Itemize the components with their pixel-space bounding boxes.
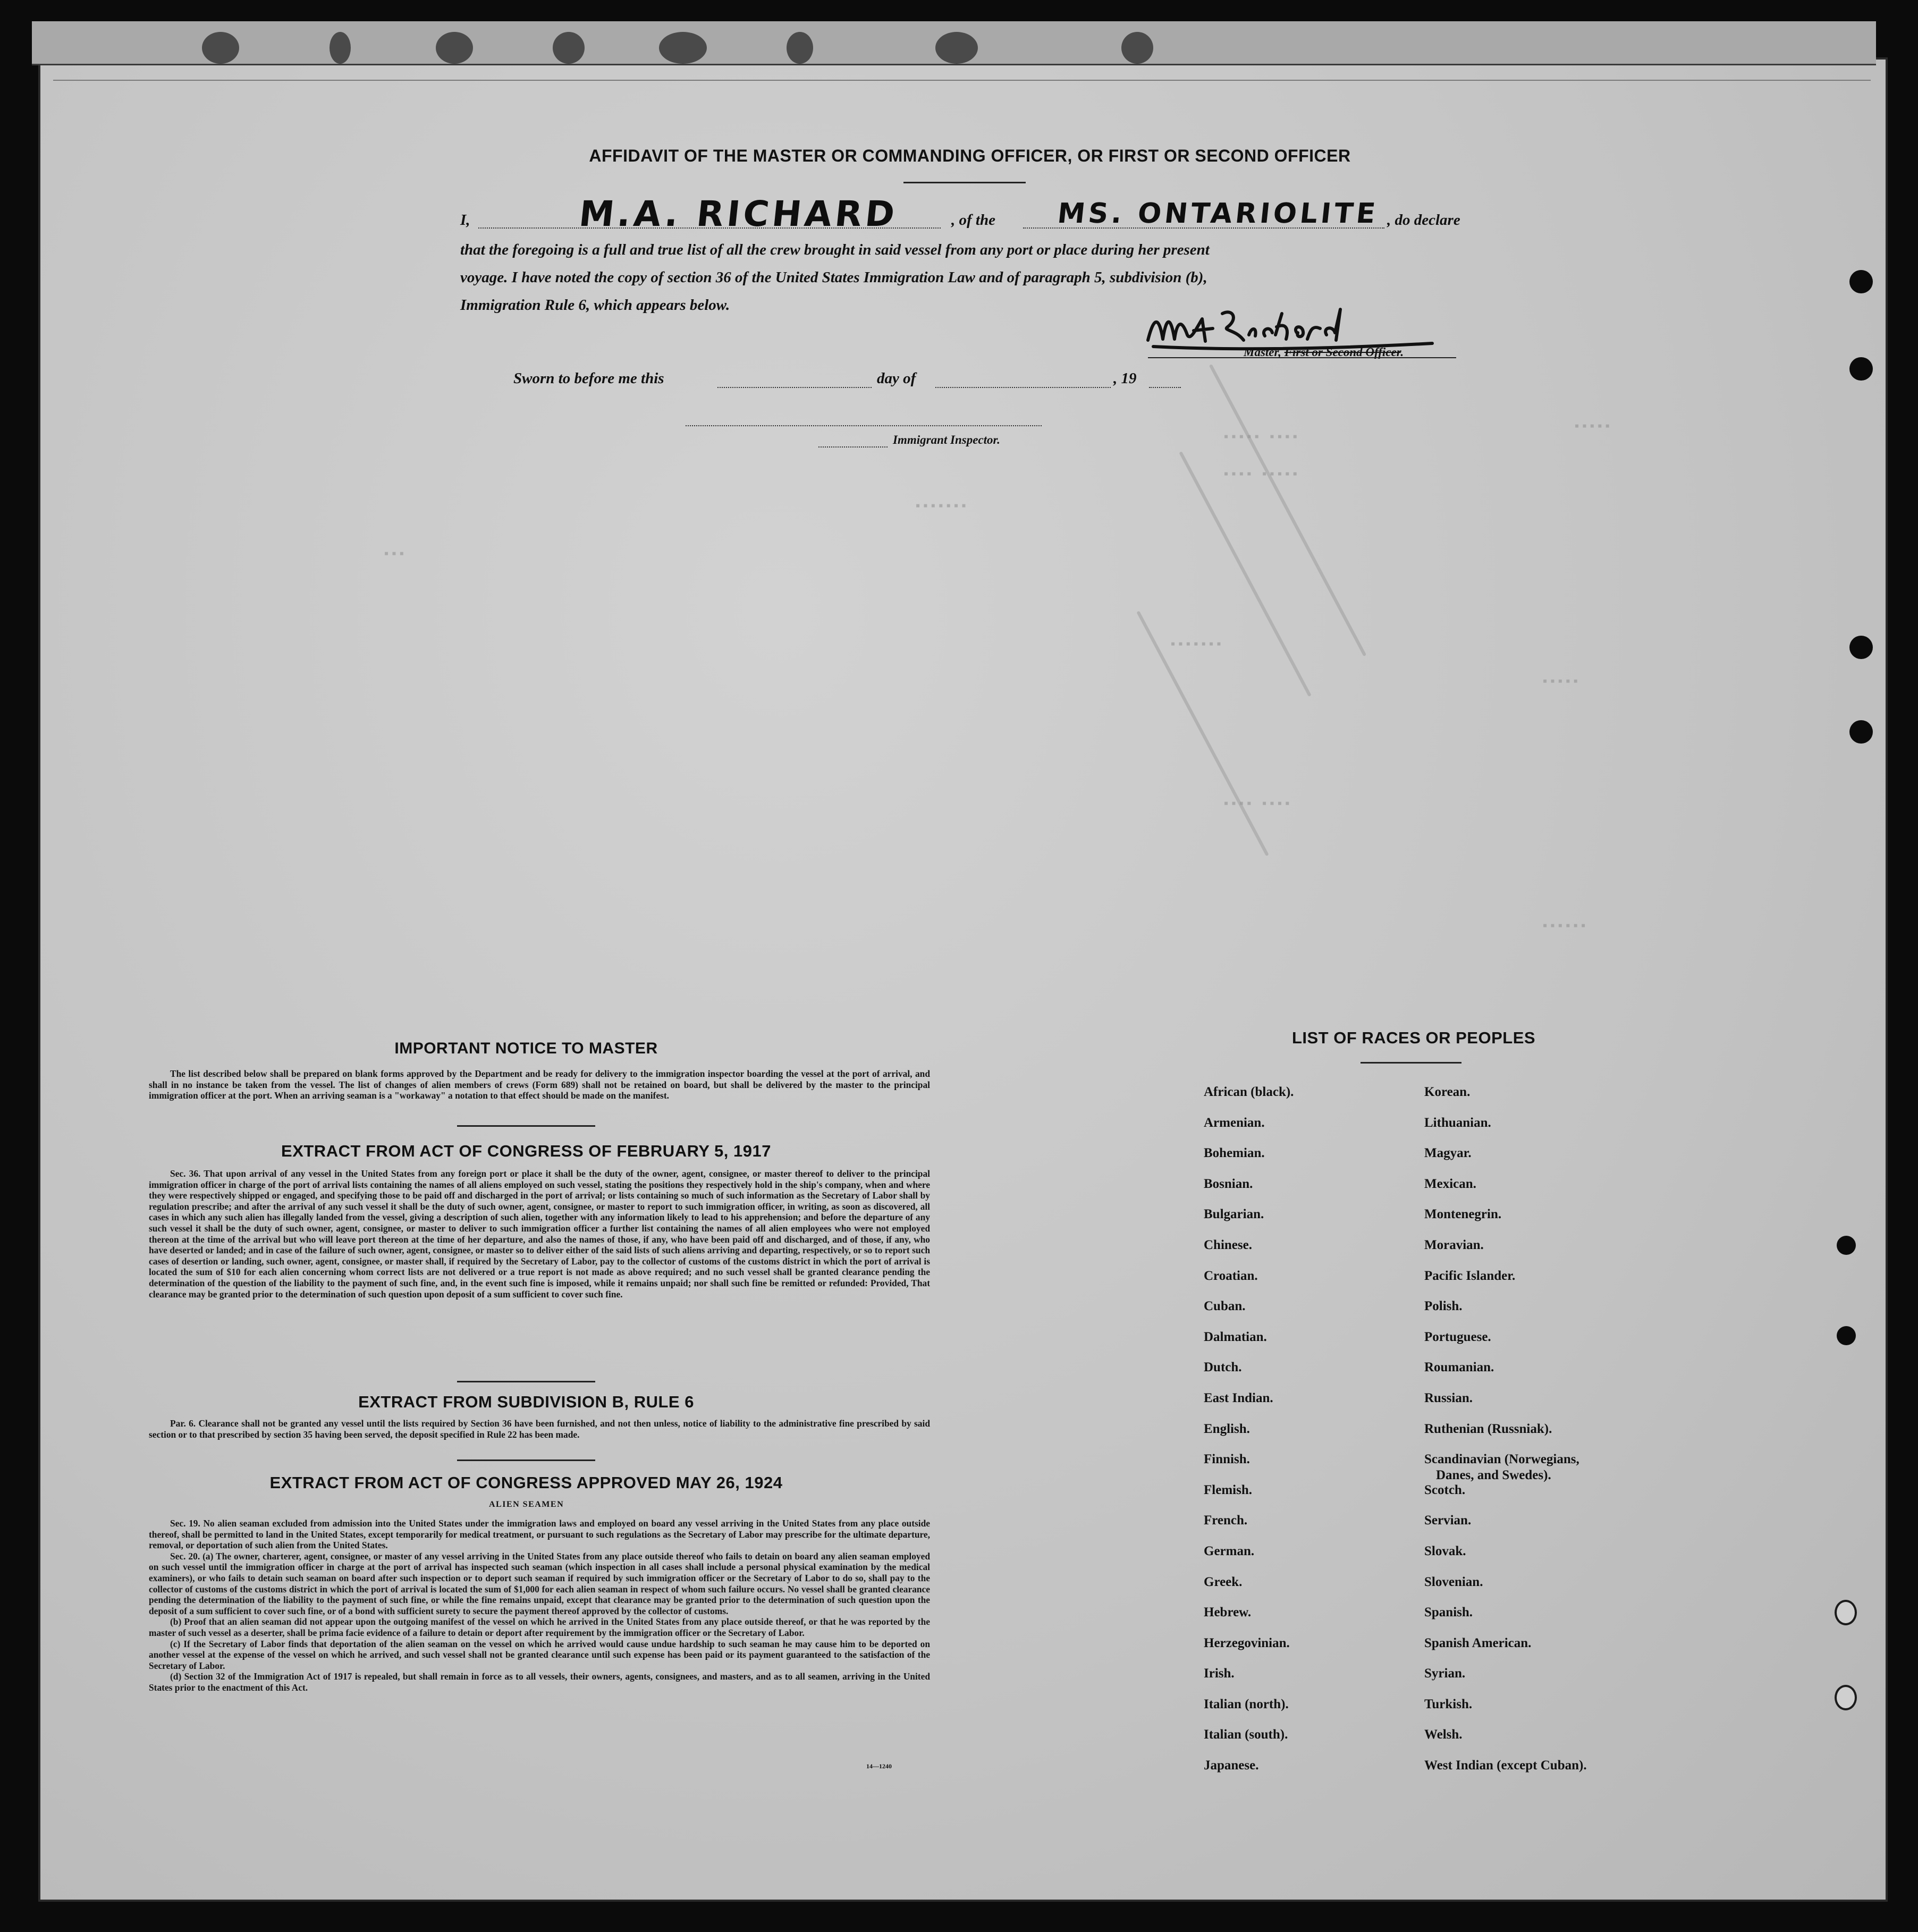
section-rule [457, 1459, 595, 1461]
race-item: Korean. [1424, 1085, 1471, 1099]
race-item: Pacific Islander. [1424, 1268, 1516, 1283]
punch-hole [1849, 636, 1873, 659]
race-item: French. [1204, 1513, 1248, 1528]
race-item: Slovenian. [1424, 1574, 1483, 1589]
sworn-day-line [717, 387, 872, 388]
affidavit-title: AFFIDAVIT OF THE MASTER OR COMMANDING OFFICER, OR FIRST OR SECOND OFFICER [589, 146, 1351, 165]
label-end: . [1400, 345, 1404, 359]
sec-20c-paragraph: (c) If the Secretary of Labor finds that deportation of the alien seaman on the vessel on which he arrived would cause undue hardship to such seaman he may cause him to be deported on another vessel at the expense of the vessel on which he arrived, and such vessel shall not be granted clearance until such expense has been paid or its payment guaranteed to the satisfaction of the Secretary of Labor. [149, 1638, 930, 1671]
race-item: Turkish. [1424, 1697, 1473, 1711]
race-item: African (black). [1204, 1085, 1294, 1099]
bleed-through-text: ▪▪▪▪ ▪▪▪▪ [1222, 797, 1291, 812]
race-item: Dalmatian. [1204, 1329, 1267, 1344]
race-item: Spanish. [1424, 1605, 1473, 1620]
race-item: Herzegovinian. [1204, 1635, 1290, 1650]
race-item: Mexican. [1424, 1176, 1476, 1191]
sec-20a-paragraph: Sec. 20. (a) The owner, charterer, agent, consignee, or master of any vessel arriving in the United States from any place outside thereof who fails to detain on board any alien seaman employed on such vessel until the immigration officer in charge at the port of arrival has inspected such seaman (which inspection in all cases shall include a personal physical examination by the medical examiners), or who fails to detain such seaman on board after such inspection or to deport such seaman if required by such immigration officer or the Secretary of Labor to do so, shall pay to the collector of customs of the customs district in which the port of arrival is located the sum of $1,000 for each alien seaman in respect of whom such failure occurs. No vessel shall be granted clearance pending the determination of the liability to the payment of such fine, or while the fine remains unpaid, except that clearance may be granted prior to the determination of such question upon the deposit of a sum sufficient to cover such fine, or of a bond with sufficient surety to secure the payment thereof approved by the collector of customs. [149, 1550, 930, 1616]
signature-line [1148, 357, 1456, 358]
punch-hole [1849, 270, 1873, 293]
bleed-through-marks [32, 21, 1876, 64]
punch-hole [1849, 357, 1873, 381]
vessel-name-handwritten: MS. ONTARIOLITE [1055, 198, 1380, 230]
rule-6-title: EXTRACT FROM SUBDIVISION B, RULE 6 [358, 1393, 694, 1411]
race-item: Dutch. [1204, 1360, 1242, 1375]
races-title-rule [1361, 1062, 1461, 1064]
master-name-handwritten: M.A. RICHARD [577, 193, 900, 234]
rule-6-paragraph: Par. 6. Clearance shall not be granted any vessel until the lists required by Section 36 have been furnished, and not then unless, notice of liability to the administrative fine prescribed by said section or to that prescribed by section 35 having been served, the deposit specified in Rule 22 has been made. [149, 1418, 930, 1440]
act-1917-text [149, 1168, 930, 1300]
declaration-line-4: Immigration Rule 6, which appears below. [460, 297, 730, 314]
race-item: Italian (south). [1204, 1727, 1288, 1742]
punch-hole [1837, 1236, 1856, 1255]
race-item: German. [1204, 1543, 1255, 1558]
bleed-through-text: ▪▪▪▪▪ [1541, 675, 1580, 689]
declaration-i: I, [460, 212, 470, 229]
races-column-2 [1424, 1084, 1587, 1788]
race-item: Russian. [1424, 1390, 1473, 1405]
race-item: Spanish American. [1424, 1635, 1532, 1650]
alien-seamen-subtitle: ALIEN SEAMEN [489, 1500, 564, 1509]
race-item: Portuguese. [1424, 1329, 1491, 1344]
bleed-through-text: ▪▪▪▪ ▪▪▪▪▪ [1222, 468, 1299, 482]
bleed-through-text: ▪▪▪▪▪ ▪▪▪▪ [1222, 431, 1299, 445]
declaration-of-the: , of the [951, 212, 995, 229]
bleed-through-text: ▪▪▪ [383, 547, 406, 562]
declaration-do-declare: , do declare [1387, 212, 1460, 229]
declaration-line-2: that the foregoing is a full and true list of all the crew brought in said vessel from any port or place during her present [460, 241, 1210, 258]
race-item: Scotch. [1424, 1482, 1466, 1497]
race-item: Montenegrin. [1424, 1207, 1502, 1222]
race-item: Moravian. [1424, 1237, 1484, 1252]
race-item: English. [1204, 1421, 1250, 1436]
sec-20b-paragraph: (b) Proof that an alien seaman did not appear upon the outgoing manifest of the vessel on which he arrived in the United States from any place outside thereof, or that he was reported by the master of such vessel as a deserter, shall be prima facie evidence of a failure to detain or deport after requirement by the immigration officer or the Secretary of Labor. [149, 1616, 930, 1638]
sec-19-paragraph: Sec. 19. No alien seaman excluded from admission into the United States under the immigration laws and employed on board any vessel arriving in the United States from any place outside thereof, shall be permitted to land in the United States, except temporarily for medical treatment, or pursuant to such regulations as the Secretary of Labor may prescribe for the ultimate departure, removal, or deportation of such alien from the United States. [149, 1518, 930, 1551]
race-item: Hebrew. [1204, 1605, 1252, 1620]
notice-title: IMPORTANT NOTICE TO MASTER [394, 1040, 658, 1057]
race-item: Danes, and Swedes). [1436, 1468, 1551, 1483]
race-item: Syrian. [1424, 1666, 1466, 1681]
race-item: West Indian (except Cuban). [1424, 1758, 1587, 1773]
notice-text [149, 1068, 930, 1101]
punch-hole-ring [1835, 1685, 1857, 1710]
punch-hole [1849, 720, 1873, 744]
race-item: East Indian. [1204, 1390, 1273, 1405]
overlapping-page-strip [32, 21, 1876, 65]
bleed-through-text: ▪▪▪▪▪▪▪ [914, 500, 968, 514]
act-1917-paragraph: Sec. 36. That upon arrival of any vessel in the United States from any foreign port or place it shall be the duty of the owner, agent, consignee, or master thereof to deliver to the principal immigration officer in charge of the port of arrival lists containing the names of all aliens employed on such vessel, stating the positions they respectively hold in the ship's company, when and where they were respectively shipped or engaged, and specifying those to be paid off and discharged in the port of arrival; or lists containing so much of such information as the Secretary of Labor shall by regulation prescribe; and after the arrival of any such vessel it shall be the duty of such owner, agent, consignee, or master to report to such immigration officer, in writing, as soon as discovered, all cases in which any such alien has illegally landed from the vessel, giving a description of such alien, together with any information likely to lead to his apprehension; and before the departure of any such vessel it shall be the duty of such owner, agent, consignee, or master to deliver to such immigration officer a further list containing the names of all alien employees who were not employed thereon at the time of the arrival but who will leave port thereon at the time of her departure, and also the names of those, if any, who have been paid off and discharged, and of those, if any, who have deserted or landed; and in case of the failure of such owner, agent, consignee, or master so to deliver either of the said lists of such aliens arriving and departing, respectively, or so to report such cases of desertion or landing, such owner, agent, consignee, or master shall, if required by the Secretary of Labor, pay to the collector of customs of the customs district in which the port of arrival is located the sum of $10 for each alien concerning whom correct lists are not delivered or a true report is not made as above required; and no such vessel shall be granted clearance pending the determination of the question of the liability to the payment of such fine, and, in the event such fine is imposed, while it remains unpaid; nor shall such fine be remitted or refunded: Provided, That clearance may be granted prior to the determination of such question upon deposit of a sum sufficient to cover such fine. [149, 1168, 930, 1300]
master-label: Master, [1244, 345, 1281, 359]
rule-6-text [149, 1418, 930, 1440]
race-item: Croatian. [1204, 1268, 1258, 1283]
race-item: Italian (north). [1204, 1697, 1289, 1711]
race-item: Chinese. [1204, 1237, 1252, 1252]
race-item: Flemish. [1204, 1482, 1252, 1497]
section-rule [457, 1125, 595, 1127]
bleed-through-text: ▪▪▪▪▪▪ [1541, 919, 1587, 934]
struck-officer-label: First or Second Officer [1284, 345, 1401, 359]
sworn-day-of: day of [877, 370, 916, 387]
bleed-through-text: ▪▪▪▪▪ [1573, 420, 1612, 434]
punch-hole-ring [1835, 1600, 1857, 1625]
race-item: Finnish. [1204, 1452, 1250, 1467]
bleed-through-text: ▪▪▪▪▪▪▪ [1169, 638, 1223, 652]
act-1917-title: EXTRACT FROM ACT OF CONGRESS OF FEBRUARY 5, 1917 [281, 1142, 771, 1160]
notice-paragraph: The list described below shall be prepared on blank forms approved by the Department and be ready for delivery to the immigration inspector boarding the vessel at the port of arrival, and shall in no instance be taken from the vessel. The list of changes of alien members of crews (Form 689) shall not be retained on board, but shall be delivered by the master to the principal immigration officer at the port. When an arriving seaman is a "workaway" a notation to that effect should be made on the manifest. [149, 1068, 930, 1101]
race-item: Polish. [1424, 1299, 1463, 1314]
races-title: LIST OF RACES OR PEOPLES [1291, 1028, 1536, 1047]
race-item: Japanese. [1204, 1758, 1259, 1773]
inspector-short-line [818, 446, 888, 448]
sworn-month-line [935, 387, 1111, 388]
section-rule [457, 1381, 595, 1382]
race-item: Welsh. [1424, 1727, 1463, 1742]
sworn-year-prefix: , 19 [1113, 370, 1137, 387]
inspector-sign-line [686, 425, 1042, 426]
title-rule [903, 182, 1026, 183]
sec-20d-paragraph: (d) Section 32 of the Immigration Act of 1917 is repealed, but shall remain in force as to all vessels, their owners, agents, consignees, and masters, and as to all seamen, arriving in the United States prior to the enactment of this Act. [149, 1671, 930, 1693]
sworn-prefix: Sworn to before me this [513, 370, 664, 387]
race-item: Bosnian. [1204, 1176, 1253, 1191]
sworn-year-line [1149, 387, 1181, 388]
act-1924-title: EXTRACT FROM ACT OF CONGRESS APPROVED MAY 26, 1924 [269, 1473, 783, 1492]
race-item: Lithuanian. [1424, 1115, 1491, 1130]
form-number: 14—1240 [866, 1762, 892, 1770]
page-edge-line [53, 80, 1871, 81]
race-item: Armenian. [1204, 1115, 1265, 1130]
declaration-line-3: voyage. I have noted the copy of section 36 of the United States Immigration Law and of paragraph 5, subdivision (b), [460, 269, 1207, 286]
race-item: Ruthenian (Russniak). [1424, 1421, 1552, 1436]
punch-hole [1837, 1326, 1856, 1345]
race-item: Magyar. [1424, 1146, 1472, 1161]
race-item: Cuban. [1204, 1299, 1246, 1314]
act-1924-text [149, 1518, 930, 1693]
race-item: Bohemian. [1204, 1146, 1265, 1161]
race-item: Bulgarian. [1204, 1207, 1264, 1222]
races-column-1 [1204, 1084, 1294, 1788]
race-item: Servian. [1424, 1513, 1472, 1528]
inspector-label: Immigrant Inspector. [893, 433, 1000, 446]
race-item: Slovak. [1424, 1543, 1466, 1558]
race-item: Irish. [1204, 1666, 1235, 1681]
race-item: Roumanian. [1424, 1360, 1494, 1375]
race-item: Greek. [1204, 1574, 1243, 1589]
race-item: Scandinavian (Norwegians, [1424, 1452, 1579, 1467]
